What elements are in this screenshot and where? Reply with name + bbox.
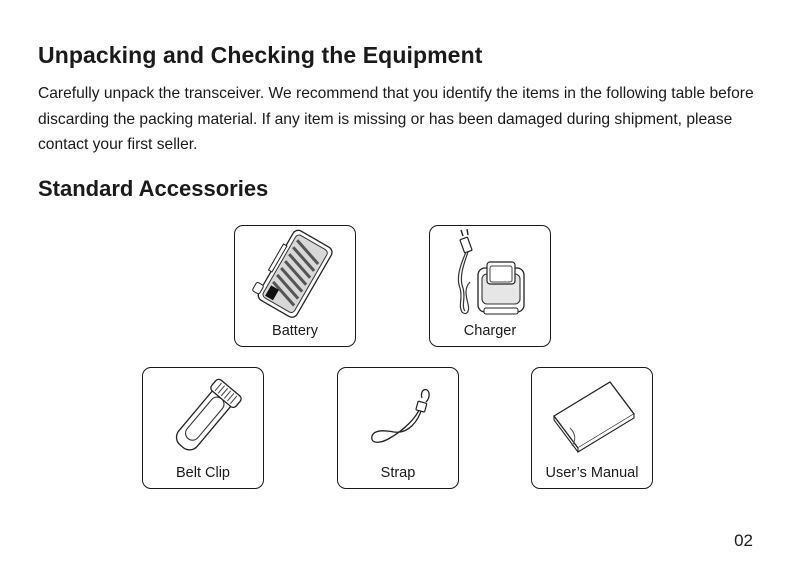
battery-icon: [235, 226, 357, 326]
accessory-label: Strap: [380, 465, 416, 481]
charger-icon: [430, 226, 552, 326]
accessory-label: Battery: [272, 323, 318, 339]
strap-icon: [338, 368, 460, 468]
intro-paragraph: Carefully unpack the transceiver. We recommend that you identify the items in the following table before discarding the packing material. If any item is missing or has been damaged during shipment, please contact your first seller.: [38, 85, 754, 153]
accessory-card-strap: [337, 367, 459, 489]
page-heading: Unpacking and Checking the Equipment: [38, 42, 483, 68]
accessory-label: Charger: [463, 323, 517, 339]
accessory-label: User’s Manual: [545, 465, 639, 481]
manual-icon: [532, 368, 654, 468]
page-number: 02: [734, 531, 753, 550]
accessory-card-users-manual: [531, 367, 653, 489]
accessory-label: Belt Clip: [176, 465, 230, 481]
accessory-card-belt-clip: [142, 367, 264, 489]
accessory-card-battery: [234, 225, 356, 347]
accessory-card-charger: [429, 225, 551, 347]
belt-clip-icon: [143, 368, 265, 468]
section-heading: Standard Accessories: [38, 176, 269, 201]
